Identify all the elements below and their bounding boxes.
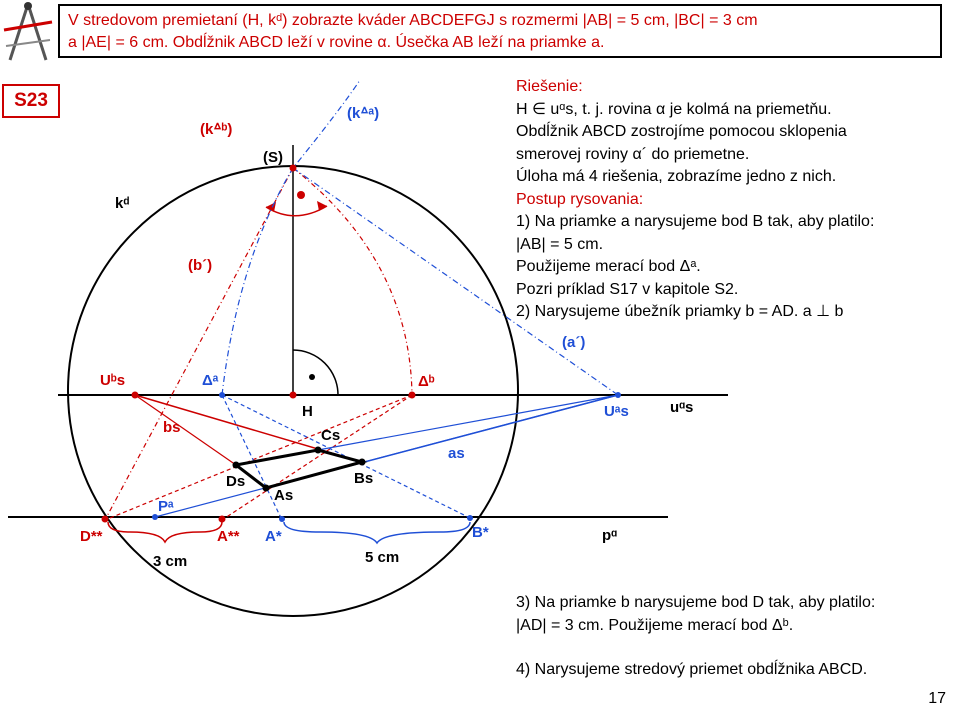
solution-line-1: H ∈ uᵅs, t. j. rovina α je kolmá na priemetňu. <box>516 100 832 118</box>
solution-line-4: Úloha má 4 riešenia, zobrazíme jedno z nich. <box>516 168 837 185</box>
solution-heading: Riešenie: <box>516 78 583 95</box>
label-Bs: Bs <box>354 470 374 487</box>
label-Ubs: Uᵇs <box>100 372 126 389</box>
step-1d: Pozri príklad S17 v kapitole S2. <box>516 280 739 298</box>
label-as: as <box>448 445 465 462</box>
label-b-rotated: (b´) <box>188 257 213 274</box>
label-Db: Δᵇ <box>418 373 435 390</box>
label-3cm: 3 cm <box>153 553 188 570</box>
kDb-arc <box>293 168 412 395</box>
solution-line-2: Obdĺžnik ABCD zostrojíme pomocou sklopenia <box>516 123 847 140</box>
page-number: 17 <box>928 690 946 707</box>
label-Ass: A** <box>217 528 240 545</box>
step-4: 4) Narysujeme stredový priemet obdĺžnika ABCD. <box>516 661 868 678</box>
label-kDa: (kᐞᵃ) <box>347 105 380 122</box>
label-Astar: A* <box>265 528 282 545</box>
kDa-arc <box>222 80 360 395</box>
label-Bstar: B* <box>472 524 489 541</box>
label-5cm: 5 cm <box>365 549 400 566</box>
point-As <box>263 485 270 492</box>
step-3a: 3) Na priamke b narysujeme bod D tak, aby platilo: <box>516 594 876 611</box>
point-Uas <box>615 392 621 398</box>
point-Ass <box>219 516 226 523</box>
Cs-to-Uas-line <box>318 395 618 450</box>
label-Uas: Uᵃs <box>604 403 629 420</box>
step-2: 2) Narysujeme úbežník priamky b = AD. a ⊥ b <box>516 303 844 320</box>
task-line-2: a |AE| = 6 cm. Obdĺžnik ABCD leží v rovine α. Úsečka AB leží na priamke a. <box>68 34 605 51</box>
point-Db <box>409 392 416 399</box>
label-bs: bs <box>163 419 181 436</box>
Ds-to-Ubs-line <box>135 395 236 465</box>
point-Bstar <box>467 515 473 521</box>
right-angle-dot <box>309 374 315 380</box>
point-S <box>290 165 297 172</box>
label-pa: pᵅ <box>602 527 618 544</box>
b-rotated-line <box>105 168 293 520</box>
label-Dss: D** <box>80 528 103 545</box>
label-H: H <box>302 403 313 420</box>
solution-steps-lower <box>516 592 956 682</box>
label-Da: Δᵃ <box>202 372 219 389</box>
label-kd: kᵈ <box>115 195 130 212</box>
Pa-line <box>155 395 618 517</box>
angle-arc <box>266 206 327 216</box>
angle-dot <box>297 191 305 199</box>
label-Pa: Pᵃ <box>158 498 174 515</box>
point-Astar <box>279 516 285 522</box>
brace-3cm <box>108 522 222 542</box>
point-Ubs <box>132 392 139 399</box>
label-uas: uᵅs <box>670 399 694 416</box>
label-S: (S) <box>263 149 283 166</box>
point-Cs <box>315 447 322 454</box>
label-As: As <box>274 487 294 504</box>
brace-5cm <box>284 522 470 543</box>
solution-line-3: smerovej roviny α´ do priemetne. <box>516 145 750 163</box>
label-Ds: Ds <box>226 473 246 490</box>
step-1b: |AB| = 5 cm. <box>516 235 604 253</box>
step-1c: Použijeme merací bod Δᵃ. <box>516 258 701 275</box>
example-badge: S23 <box>2 84 60 118</box>
spacer <box>516 637 956 659</box>
point-Ds <box>233 462 240 469</box>
Db-to-Dss-line <box>105 395 412 520</box>
point-Dss <box>102 516 109 523</box>
solution-text <box>516 76 946 324</box>
label-kDb: (kᐞᵇ) <box>200 121 233 138</box>
point-Da <box>219 392 225 398</box>
point-H <box>290 392 297 399</box>
steps-heading: Postup rysovania: <box>516 190 644 208</box>
point-Bs <box>359 459 366 466</box>
step-1a: 1) Na priamke a narysujeme bod B tak, aby platilo: <box>516 213 875 230</box>
step-3b: |AD| = 3 cm. Použijeme merací bod Δᵇ. <box>516 616 794 634</box>
label-Cs: Cs <box>321 427 341 444</box>
right-angle-arc <box>293 350 338 395</box>
label-a-rotated: (a´) <box>562 334 586 351</box>
task-line-1: V stredovom premietaní (H, kᵈ) zobrazte kváder ABCDEFGJ s rozmermi |AB| = 5 cm, |BC| = 3 cm <box>68 12 758 29</box>
